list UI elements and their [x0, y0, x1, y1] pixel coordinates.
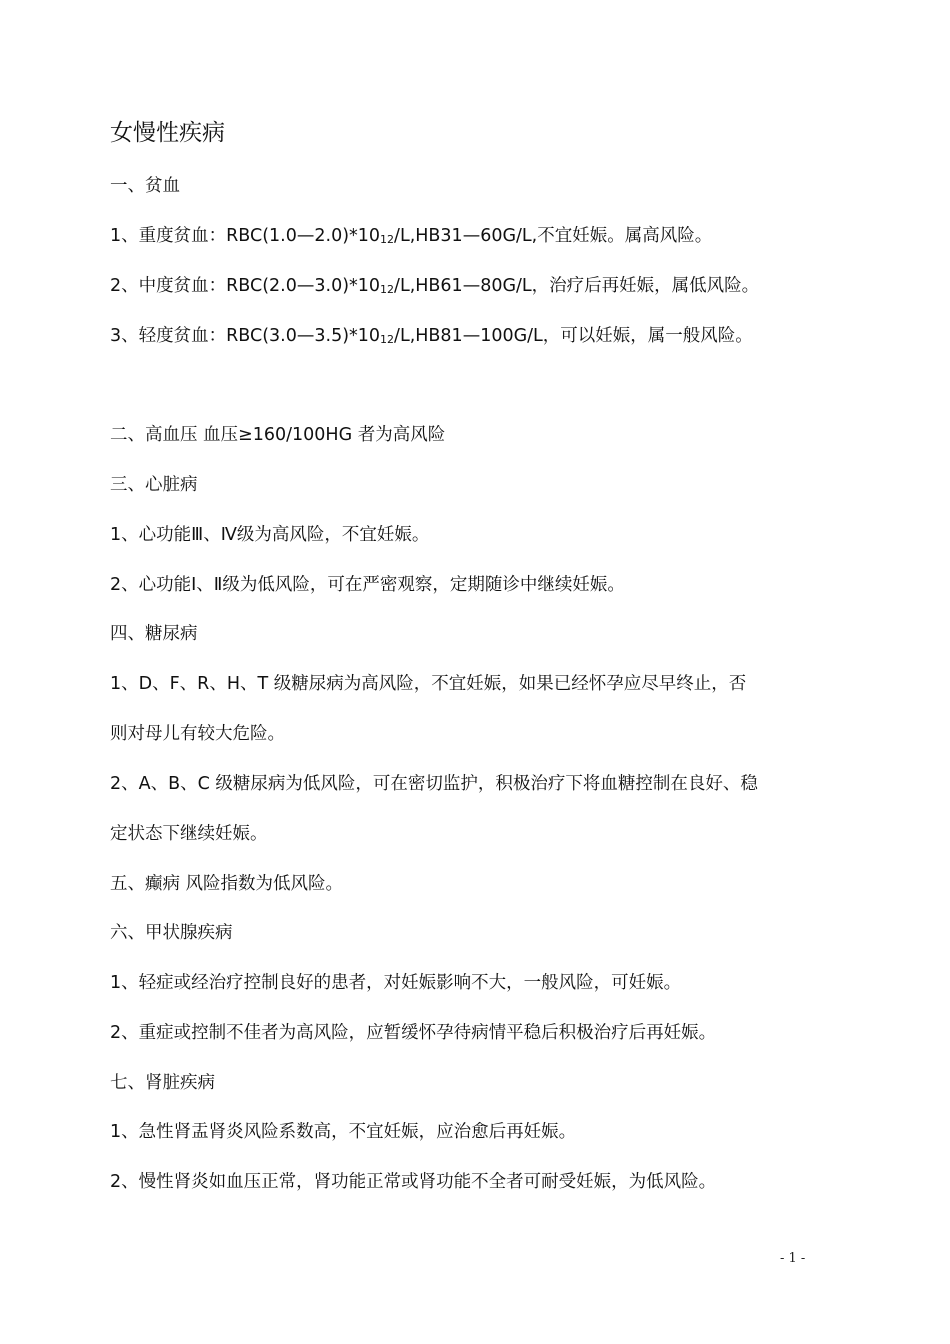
anemia-mild-prefix: 3、轻度贫血：RBC(3.0—3.5)*10: [110, 326, 381, 346]
section-heading-diabetes: 四、糖尿病: [110, 624, 198, 644]
section-heading-epilepsy: 五、癫病 风险指数为低风险。: [110, 874, 344, 894]
anemia-severe-suffix: /L,HB31—60G/L,不宜妊娠。属高风险。: [394, 226, 713, 246]
anemia-mild-item: [110, 322, 753, 350]
thyroid-item-2: 2、重症或控制不佳者为高风险，应暂缓怀孕待病情平稳后积极治疗后再妊娠。: [110, 1023, 717, 1043]
heart-disease-item-1: 1、心功能Ⅲ、Ⅳ级为高风险，不宜妊娠。: [110, 525, 430, 545]
diabetes-item-1-line-1: 1、D、F、R、H、T 级糖尿病为高风险，不宜妊娠，如果已经怀孕应尽早终止，否: [110, 674, 747, 694]
page-title: 女慢性疾病: [110, 120, 225, 146]
anemia-moderate-item: [110, 272, 759, 300]
section-heading-hypertension: 二、高血压 血压≥160/100HG 者为高风险: [110, 425, 446, 445]
section-heading-kidney: 七、肾脏疾病: [110, 1073, 215, 1093]
diabetes-item-1-line-2: 则对母儿有较大危险。: [110, 724, 285, 744]
section-heading-heart-disease: 三、心脏病: [110, 475, 198, 495]
heart-disease-item-2: 2、心功能Ⅰ、Ⅱ级为低风险，可在严密观察，定期随诊中继续妊娠。: [110, 575, 625, 595]
kidney-item-2: 2、慢性肾炎如血压正常，肾功能正常或肾功能不全者可耐受妊娠，为低风险。: [110, 1172, 717, 1192]
anemia-severe-exponent: 12: [380, 233, 395, 246]
section-heading-thyroid: 六、甲状腺疾病: [110, 923, 233, 943]
anemia-moderate-exponent: 12: [380, 283, 395, 296]
anemia-moderate-suffix: /L,HB61—80G/L，治疗后再妊娠，属低风险。: [394, 276, 760, 296]
kidney-item-1: 1、急性肾盂肾炎风险系数高，不宜妊娠，应治愈后再妊娠。: [110, 1122, 577, 1142]
anemia-severe-prefix: 1、重度贫血：RBC(1.0—2.0)*10: [110, 226, 381, 246]
anemia-severe-item: [110, 222, 712, 250]
anemia-mild-exponent: 12: [380, 333, 395, 346]
anemia-mild-suffix: /L,HB81—100G/L，可以妊娠，属一般风险。: [394, 326, 753, 346]
diabetes-item-2-line-2: 定状态下继续妊娠。: [110, 824, 268, 844]
thyroid-item-1: 1、轻症或经治疗控制良好的患者，对妊娠影响不大，一般风险，可妊娠。: [110, 973, 682, 993]
anemia-moderate-prefix: 2、中度贫血：RBC(2.0—3.0)*10: [110, 276, 381, 296]
section-heading-anemia: 一、贫血: [110, 176, 180, 196]
diabetes-item-2-line-1: 2、A、B、C 级糖尿病为低风险，可在密切监护，积极治疗下将血糖控制在良好、稳: [110, 774, 758, 794]
page-number: - 1 -: [780, 1251, 806, 1266]
